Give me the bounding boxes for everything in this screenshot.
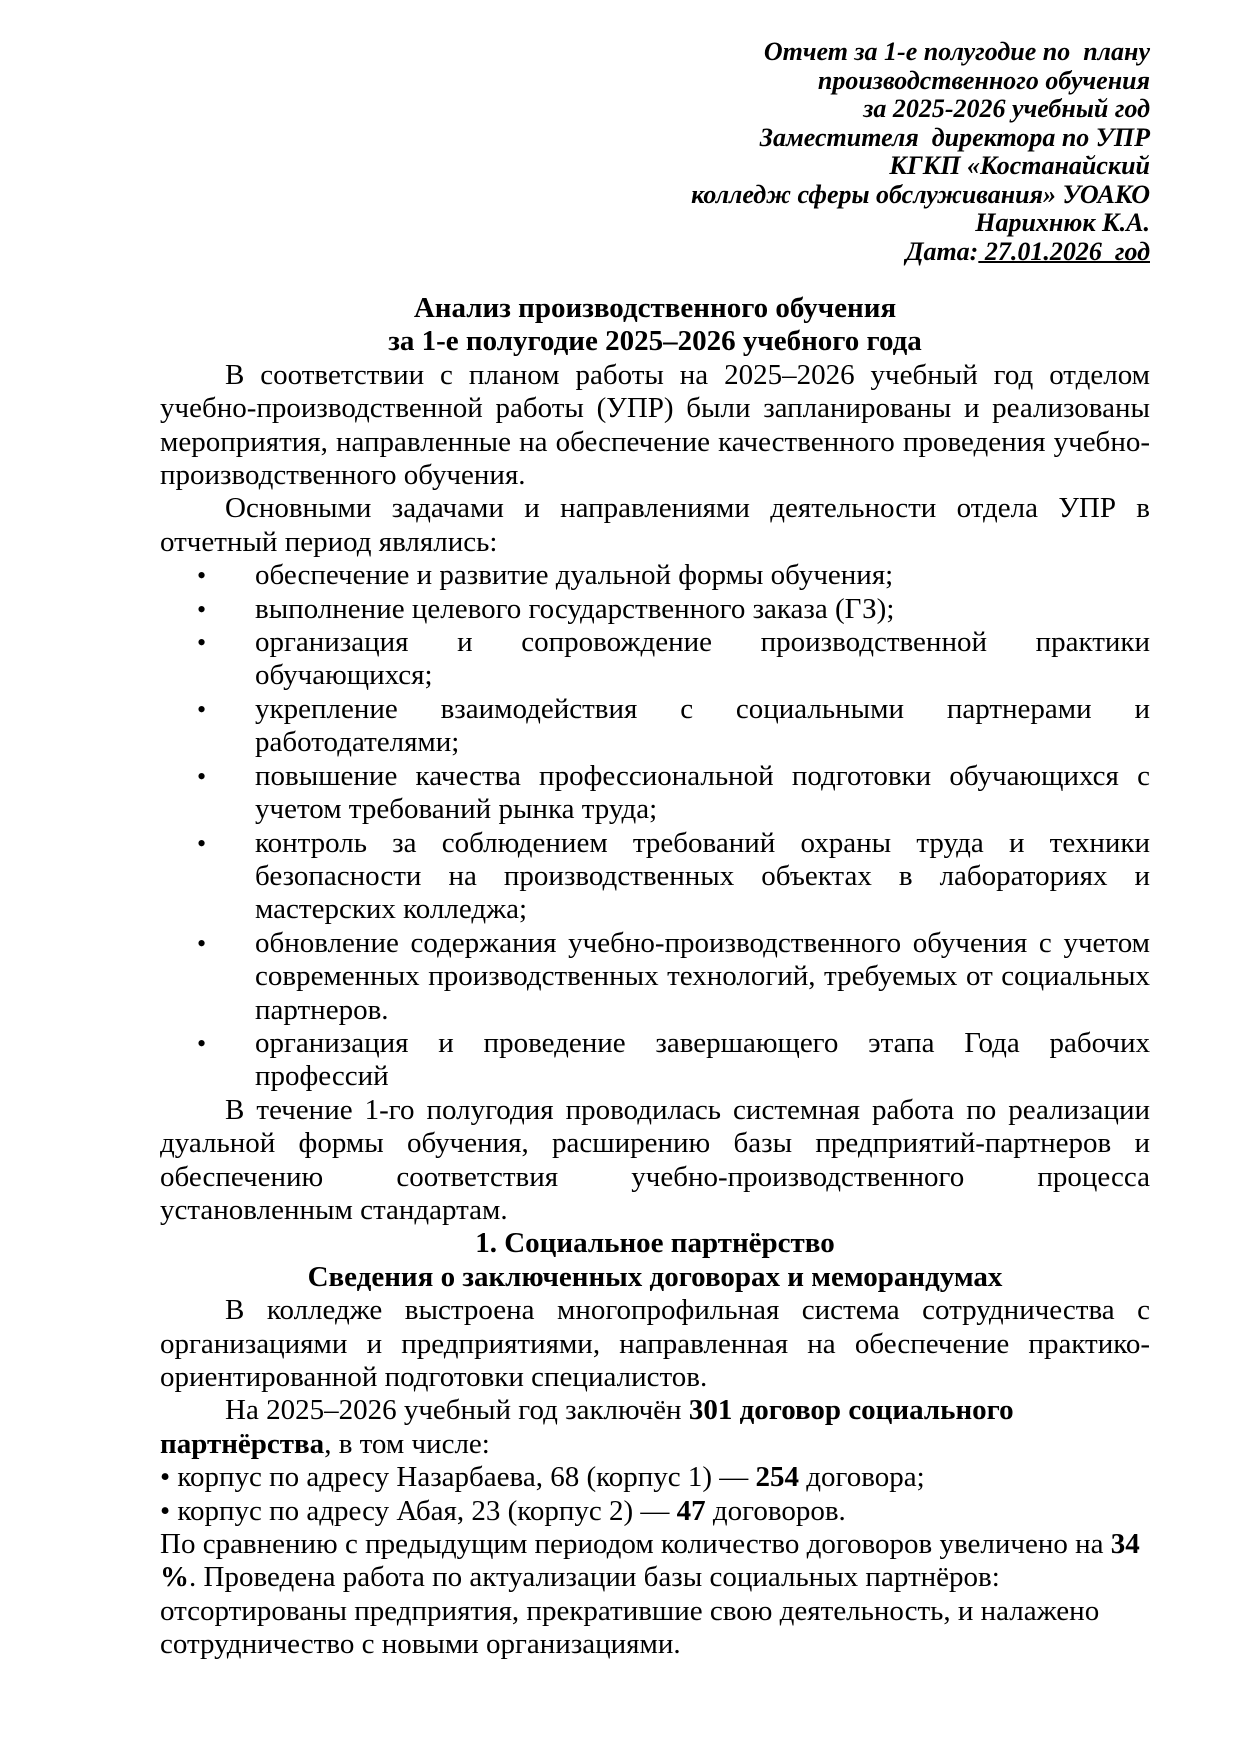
text-run: • корпус по адресу Назарбаева, 68 (корпус 1) — bbox=[160, 1461, 756, 1494]
bold-text-run: 301 договор социального партнёрства bbox=[160, 1394, 1021, 1460]
report-date-line bbox=[160, 238, 1150, 267]
text-run: В течение 1-го полугодия проводилась системная работа по реализации дуальной формы обучения, расширению базы предприятий-партнеров и обеспечению соответствия учебно-производственного процесса установленным стандартам. bbox=[160, 1093, 1158, 1226]
report-header-line: Отчет за 1-е полугодие по плану bbox=[763, 37, 1150, 66]
date-value: 27.01.2026 год bbox=[978, 236, 1150, 266]
list-item bbox=[255, 1027, 1150, 1094]
document-title-line: за 1-е полугодие 2025–2026 учебного года bbox=[388, 325, 922, 358]
report-header-block bbox=[160, 38, 1150, 266]
text-run: выполнение целевого государственного заказа (ГЗ); bbox=[255, 592, 895, 625]
paragraph bbox=[160, 1294, 1158, 1394]
text-run: договоров. bbox=[705, 1494, 846, 1527]
list-item bbox=[255, 626, 1150, 693]
bold-text-run: 47 bbox=[676, 1494, 706, 1527]
list-item bbox=[255, 559, 1150, 592]
text-run: На 2025–2026 учебный год заключён bbox=[225, 1394, 689, 1427]
text-run: договора; bbox=[799, 1461, 925, 1494]
text-run: В соответствии с планом работы на 2025–2026 учебный год отделом учебно-производственной работы (УПР) были запланированы и реализованы мероприятия, направленные на обеспечение качественного проведения учебно-производственного обучения. bbox=[160, 358, 1158, 492]
report-header-line: производственного обучения bbox=[817, 65, 1150, 95]
text-run: контроль за соблюдением требований охраны труда и техники безопасности на производственных объектах в лабораториях и мастерских колледжа; bbox=[255, 826, 1150, 926]
text-run: , в том числе: bbox=[324, 1427, 490, 1460]
section-heading bbox=[160, 1261, 1150, 1294]
bold-text-run: 254 bbox=[755, 1461, 800, 1494]
text-run: • корпус по адресу Абая, 23 (корпус 2) — bbox=[160, 1494, 677, 1527]
text-run: Сведения о заключенных договорах и меморандумах bbox=[307, 1260, 1003, 1293]
list-item bbox=[255, 760, 1150, 827]
paragraph bbox=[160, 358, 1158, 493]
list-item bbox=[255, 593, 1150, 626]
text-run: Основными задачами и направлениями деятельности отдела УПР в отчетный период являлись: bbox=[160, 492, 1158, 558]
report-header-line: колледж сферы обслуживания» УОАКО bbox=[691, 179, 1150, 209]
task-list bbox=[160, 559, 1150, 1094]
paragraph bbox=[160, 1528, 1150, 1662]
text-run: укрепление взаимодействия с социальными партнерами и работодателями; bbox=[255, 692, 1150, 759]
paragraph bbox=[160, 1461, 1150, 1494]
text-run: В колледже выстроена многопрофильная система сотрудничества с организациями и предприятиями, направленная на обеспечение практико-ориентированной подготовки специалистов. bbox=[160, 1294, 1158, 1393]
list-item bbox=[255, 693, 1150, 760]
text-run: обновление содержания учебно-производственного обучения с учетом современных производственных технологий, требуемых от социальных партнеров. bbox=[255, 926, 1150, 1026]
bold-text-run: 34 % bbox=[160, 1528, 1147, 1594]
text-run: организация и проведение завершающего этапа Года рабочих профессий bbox=[255, 1026, 1150, 1093]
text-run: обеспечение и развитие дуальной формы обучения; bbox=[255, 559, 894, 592]
text-run: . Проведена работа по актуализации базы социальных партнёров: отсортированы предприятия, прекратившие свою деятельность, и налажено сотрудничество с новыми организациями. bbox=[160, 1561, 1107, 1661]
list-item bbox=[255, 827, 1150, 927]
text-run: организация и сопровождение производственной практики обучающихся; bbox=[255, 626, 1150, 692]
list-item bbox=[255, 927, 1150, 1027]
report-header-line: Нарихнюк К.А. bbox=[975, 208, 1150, 237]
report-header-line: КГКП «Костанайский bbox=[889, 151, 1150, 180]
section-heading bbox=[160, 1227, 1150, 1260]
paragraph bbox=[160, 492, 1158, 559]
document-body bbox=[160, 358, 1158, 1662]
document-title-line: Анализ производственного обучения bbox=[413, 292, 897, 324]
paragraph bbox=[160, 1394, 1150, 1461]
report-header-line: Заместителя директора по УПР bbox=[759, 122, 1150, 152]
report-header-line: за 2025-2026 учебный год bbox=[863, 94, 1150, 123]
date-label: Дата: bbox=[905, 236, 979, 266]
paragraph bbox=[160, 1495, 1150, 1528]
document-title bbox=[160, 292, 1150, 359]
paragraph bbox=[160, 1093, 1158, 1228]
text-run: повышение качества профессиональной подготовки обучающихся с учетом требований рынка труда; bbox=[255, 759, 1150, 826]
text-run: По сравнению с предыдущим периодом количество договоров увеличено на bbox=[160, 1528, 1111, 1561]
text-run: 1. Социальное партнёрство bbox=[475, 1227, 835, 1260]
